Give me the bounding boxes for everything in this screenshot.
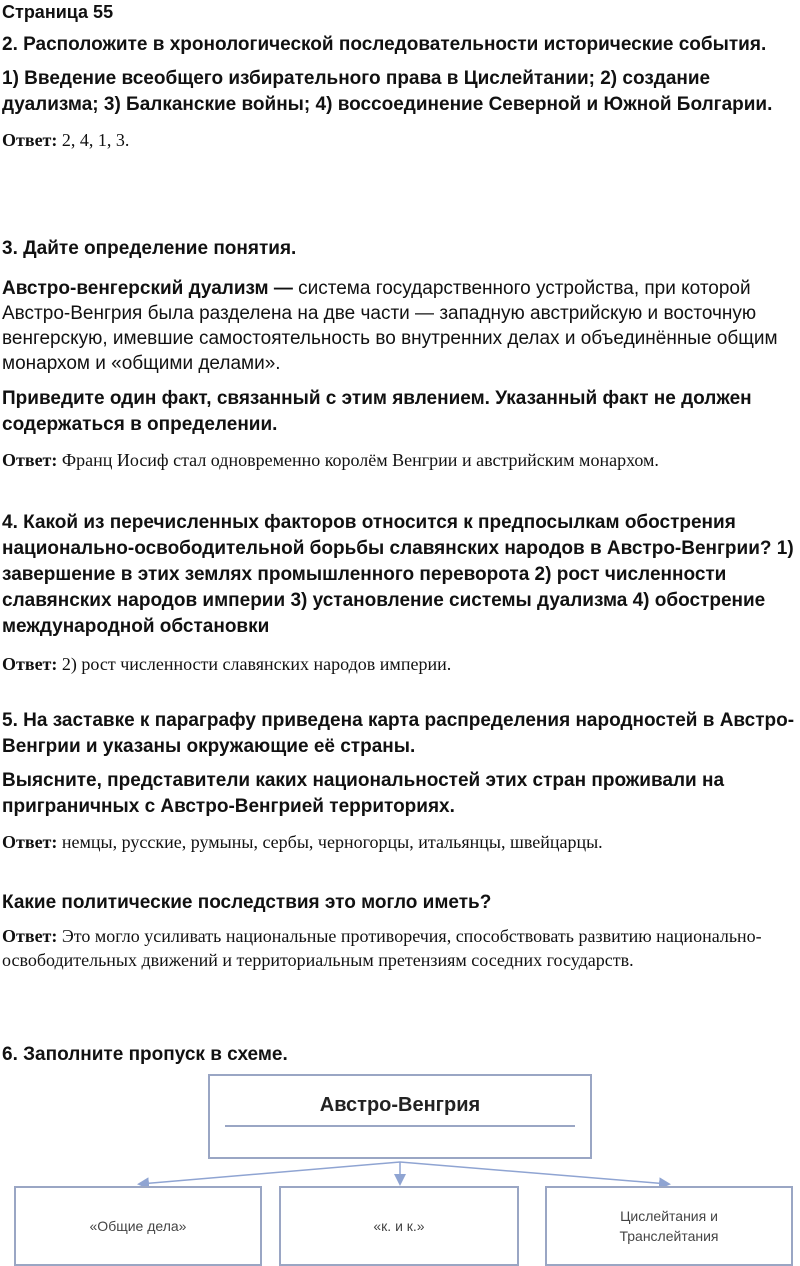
question-5-answer xyxy=(2,830,798,854)
question-5-sub: Выясните, представители каких национальностей этих стран проживали на приграничных с Австро-Венгрией территориях. xyxy=(2,770,725,817)
scheme-root-label: Австро-Венгрия xyxy=(319,1094,481,1116)
scheme-child-box xyxy=(545,1186,793,1266)
question-2 xyxy=(2,32,798,152)
scheme-child-label: «Общие дела» xyxy=(89,1218,187,1234)
question-4 xyxy=(2,510,798,676)
definition-term: Австро-венгерский дуализм — xyxy=(2,278,293,299)
answer-text: Франц Иосиф стал одновременно королём Венгрии и австрийским монархом. xyxy=(61,450,659,470)
question-5-answer-2 xyxy=(2,924,798,972)
answer-text: Это могло усиливать национальные противоречия, способствовать развитию национально-освободительных движений и территориальным претензиям соседних государств. xyxy=(2,926,762,970)
question-4-answer xyxy=(2,652,798,676)
answer-text: немцы, русские, румыны, сербы, черногорцы, итальянцы, швейцарцы. xyxy=(61,832,603,852)
scheme-root-rule xyxy=(225,1125,575,1127)
question-4-text: 4. Какой из перечисленных факторов относится к предпосылкам обострения национально-освободительной борьбы славянских народов в Австро-Венгрии? 1) завершение в этих землях промышленного переворота 2) рост численности славянских народов империи 3) установление системы дуализма 4) обострение международной обстановки xyxy=(2,512,794,637)
scheme-child-label: Цислейтания и Транслейтания xyxy=(619,1208,719,1244)
answer-label: Ответ: xyxy=(2,450,58,470)
scheme-child-box xyxy=(14,1186,262,1266)
arrow-right xyxy=(400,1162,668,1184)
question-5-sub-2: Какие политические последствия это могло иметь? xyxy=(2,892,492,913)
question-2-text: 2. Расположите в хронологической последовательности исторические события. xyxy=(2,34,767,55)
scheme-child-box xyxy=(279,1186,519,1266)
arrow-left xyxy=(140,1162,400,1184)
scheme-diagram xyxy=(0,1070,800,1260)
definition xyxy=(2,276,798,376)
question-6-text: 6. Заполните пропуск в схеме. xyxy=(2,1044,288,1065)
answer-label: Ответ: xyxy=(2,654,58,674)
page-label: Страница 55 xyxy=(2,2,114,22)
question-5-text: 5. На заставке к параграфу приведена карта распределения народностей в Австро-Венгрии и указаны окружающие её страны. xyxy=(2,710,795,757)
answer-label: Ответ: xyxy=(2,130,58,150)
answer-label: Ответ: xyxy=(2,832,58,852)
question-3 xyxy=(2,236,798,472)
question-6 xyxy=(2,1042,798,1068)
question-5 xyxy=(2,708,798,972)
scheme-root-box xyxy=(208,1074,592,1159)
answer-text: 2) рост численности славянских народов империи. xyxy=(61,654,452,674)
question-3-sub: Приведите один факт, связанный с этим явлением. Указанный факт не должен содержаться в определении. xyxy=(2,388,752,435)
definition-text: система государственного устройства, при которой Австро-Венгрия была разделена на две части — западную австрийскую и восточную венгерскую, имевшие самостоятельность во внутренних делах и объединённые общим монархом и «общими делами». xyxy=(2,278,778,374)
question-3-answer xyxy=(2,448,798,472)
answer-text: 2, 4, 1, 3. xyxy=(61,130,130,150)
answer-label: Ответ: xyxy=(2,926,58,946)
question-2-answer xyxy=(2,128,798,152)
question-3-text: 3. Дайте определение понятия. xyxy=(2,238,297,259)
question-2-items: 1) Введение всеобщего избирательного права в Цислейтании; 2) создание дуализма; 3) Балканские войны; 4) воссоединение Северной и Южной Болгарии. xyxy=(2,68,773,115)
scheme-child-label: «к. и к.» xyxy=(373,1218,425,1234)
